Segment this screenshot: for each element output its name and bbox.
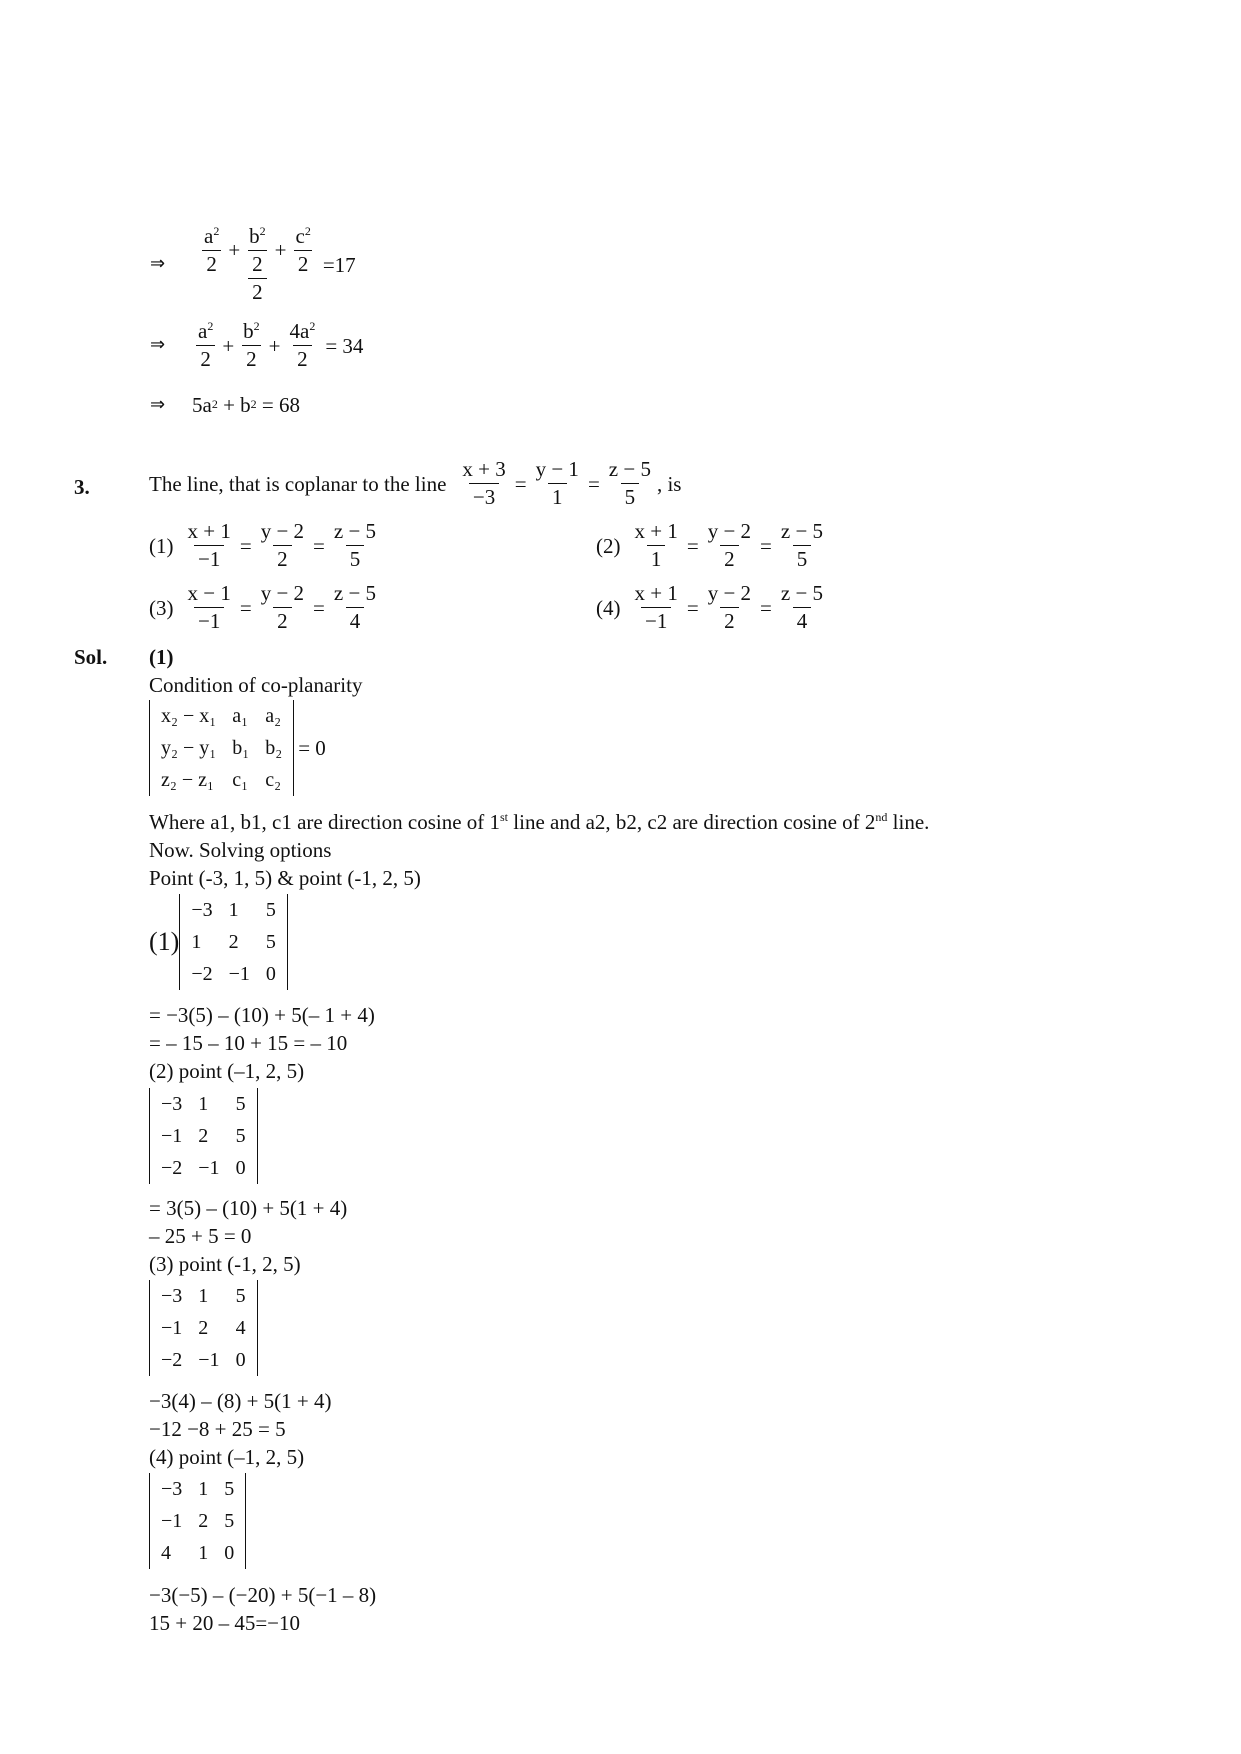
implies-arrow: ⇒	[150, 393, 166, 415]
equals-17: =17	[322, 252, 356, 277]
option-3: (3) $\frac{x - 1}{-1}$ = $\frac{y - 2}{2}$ = $\frac{z - 5}{4}$	[149, 581, 377, 634]
calc-1b: = – 15 – 10 + 15 = – 10	[149, 1031, 348, 1055]
points-line: Point (-3, 1, 5) & point (-1, 2, 5)	[149, 866, 421, 890]
option-2-determinant: −3 1 5 −1 2 5 −2 −1 0	[149, 1088, 258, 1189]
coplanarity-determinant: x₂ − x₁ a₁ a₂ y₂ − y₁ b₁ b₂ z₂ − z₁ c₁ c₂ = 0	[149, 700, 326, 796]
calc-2b: – 25 + 5 = 0	[149, 1224, 252, 1248]
option-4-determinant: −3 1 5 −1 2 5 4 1 0	[149, 1473, 246, 1574]
calc-4b: 15 + 20 – 45=−10	[149, 1611, 301, 1635]
question-number: 3.	[74, 475, 90, 499]
solution-answer: (1)	[149, 645, 174, 669]
option-1: (1) $\frac{x + 1}{-1}$ = $\frac{y - 2}{2}$ = $\frac{z - 5}{5}$	[149, 519, 377, 572]
calc-3b: −12 −8 + 25 = 5	[149, 1417, 286, 1441]
determinant: x₂ − x₁ a₁ a₂ y₂ − y₁ b₁ b₂ z₂ − z₁ c₁ c₂	[149, 700, 294, 796]
calc-4a: −3(−5) – (−20) + 5(−1 – 8)	[149, 1583, 377, 1607]
option-3-determinant: −3 1 5 −1 2 4 −2 −1 0	[149, 1280, 258, 1381]
nested-fraction: $\frac{a^2}{2}$ + $\frac{b^2}{2}$ + $\frac{c^2}{2}$ 2	[204, 224, 311, 305]
option-2: (2) $\frac{x + 1}{1}$ = $\frac{y - 2}{2}$ = $\frac{z - 5}{5}$	[596, 519, 824, 572]
option-3-heading: (3) point (-1, 2, 5)	[149, 1252, 301, 1276]
question-text: The line, that is coplanar to the line	[149, 471, 447, 496]
derivation-line-1	[150, 225, 356, 304]
option-1-determinant: (1) −3 1 5 1 2 5 −2 −1 0	[149, 894, 288, 990]
equals-34: = 34	[325, 333, 364, 358]
calc-1a: = −3(5) – (10) + 5(– 1 + 4)	[149, 1003, 375, 1027]
implies-arrow: ⇒	[150, 253, 166, 275]
derivation-line-2: ⇒ $\frac{a^2}{2}$ + $\frac{b^2}{2}$ + $\frac{4a^2}{2}$ = 34	[150, 319, 364, 372]
implies-arrow: ⇒	[150, 334, 166, 356]
option-2-heading: (2) point (–1, 2, 5)	[149, 1059, 305, 1083]
option-4: (4) $\frac{x + 1}{-1}$ = $\frac{y - 2}{2}$ = $\frac{z - 5}{4}$	[596, 581, 824, 634]
where-statement: Where a1, b1, c1 are direction cosine of 1st line and a2, b2, c2 are direction cosine of 2nd line.	[149, 810, 930, 834]
question-statement: The line, that is coplanar to the line $\frac{x + 3}{-3}$ = $\frac{y - 1}{1}$ = $\frac{z - 5}{5}$ , is	[149, 457, 682, 510]
calc-3a: −3(4) – (8) + 5(1 + 4)	[149, 1389, 332, 1413]
option-4-heading: (4) point (–1, 2, 5)	[149, 1445, 305, 1469]
now-solving: Now. Solving options	[149, 838, 332, 862]
calc-2a: = 3(5) – (10) + 5(1 + 4)	[149, 1196, 348, 1220]
derivation-line-3: ⇒ 5a 2 + b 2 = 68	[150, 393, 301, 417]
condition-heading: Condition of co-planarity	[149, 673, 363, 697]
solution-label: Sol.	[74, 645, 108, 669]
